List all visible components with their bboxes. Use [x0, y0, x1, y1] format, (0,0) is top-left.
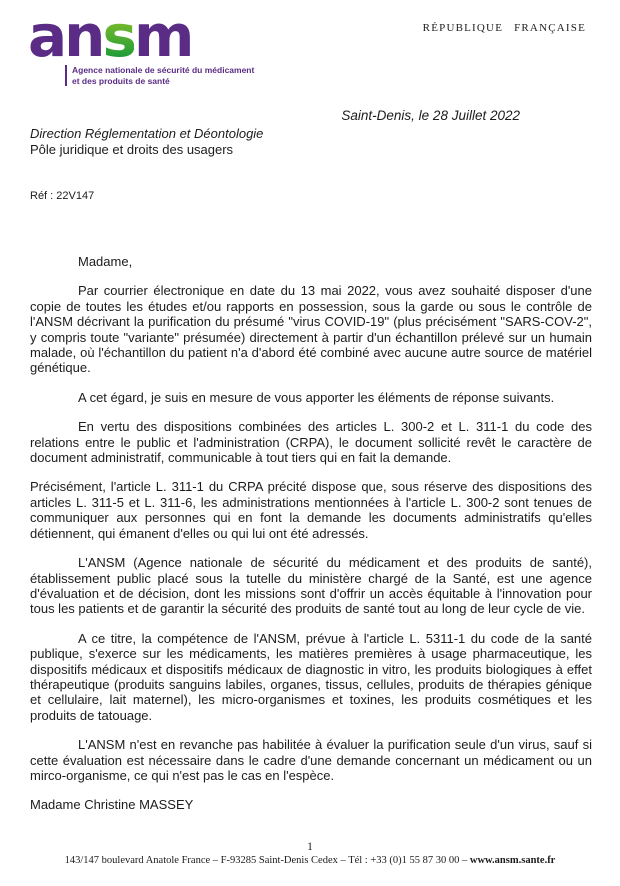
- logo-tagline-line2: et des produits de santé: [72, 75, 170, 86]
- sender-direction: Direction Réglementation et Déontologie: [30, 126, 264, 141]
- footer-website: www.ansm.sante.fr: [469, 855, 556, 866]
- sender-block: [30, 126, 592, 157]
- logo-tagline: [65, 65, 254, 86]
- letter-body: [30, 254, 592, 813]
- ansm-wordmark: [18, 2, 254, 70]
- signature-name: Madame Christine MASSEY: [30, 797, 194, 813]
- republique-francaise-text: RÉPUBLIQUE FRANÇAISE: [422, 22, 586, 34]
- logo-letter-m: m: [133, 2, 192, 70]
- letter-paragraph: Précisément, l'article L. 311-1 du CRPA précité dispose que, sous réserve des dispositions des articles L. 311-5 et L. 311-6, les administrations mentionnées à l'article L. 300-2 sont tenues de communiquer aux personnes qui en font la demande les documents administratifs qu'elles détiennent, qui émanent d'elles ou qui lui ont été adressés.: [30, 479, 592, 541]
- footer-address-text: 143/147 boulevard Anatole France – F-93285 Saint-Denis Cedex – Tél : +33 (0)1 55 87 30 00 –: [64, 855, 470, 866]
- page-number: 1: [307, 841, 313, 853]
- ansm-logo: [18, 2, 255, 86]
- letter-paragraph: A cet égard, je suis en mesure de vous apporter les éléments de réponse suivants.: [78, 389, 555, 405]
- letter-paragraph: En vertu des dispositions combinées des articles L. 300-2 et L. 311-1 du code des relations entre le public et l'administration (CRPA), le document sollicité revêt le caractère de document administratif, communicable à tout tiers qui en fait la demande.: [30, 419, 592, 466]
- sender-pole: Pôle juridique et droits des usagers: [30, 141, 234, 157]
- footer-address: [0, 854, 620, 868]
- letter-header: [28, 2, 592, 102]
- logo-letter-s: s: [102, 2, 134, 70]
- letter-paragraph: Par courrier électronique en date du 13 mai 2022, vous avez souhaité disposer d'une copie de toutes les études et/ou rapports en possession, sous la garde ou sous le contrôle de l'ANSM décrivant la purification du présumé "virus COVID-19" (plus précisément "SARS-COV-2", y compris toute "variante" présumée) directement à partir d'un échantillon prélevé sur un humain malade, où l'échantillon du patient n'a d'abord été combiné avec aucune autre source de matériel génétique.: [30, 283, 592, 376]
- dateline: Saint-Denis, le 28 Juillet 2022: [341, 108, 520, 123]
- letter-paragraph: L'ANSM (Agence nationale de sécurité du médicament et des produits de santé), établissement public placé sous la tutelle du ministère chargé de la Santé, est une agence d'évaluation et de décision, dont les missions sont d'offrir un accès équitable à l'innovation pour tous les patients et de garantir la sécurité des produits de santé tout au long de leur cycle de vie.: [30, 555, 592, 617]
- logo-tagline-line1: Agence nationale de sécurité du médicament: [72, 65, 255, 75]
- letter-paragraph: L'ANSM n'est en revanche pas habilitée à évaluer la purification seule d'un virus, sauf si cette évaluation est nécessaire dans le cadre d'une demande concernant un médicament ou un mirco-organisme, ce qui n'est pas le cas en l'espèce.: [30, 737, 592, 783]
- reference-number: Réf : 22V147: [30, 190, 95, 202]
- logo-letters-an: an: [28, 2, 103, 70]
- page-footer: [0, 841, 620, 868]
- letter-paragraph: A ce titre, la compétence de l'ANSM, prévue à l'article L. 5311-1 du code de la santé publique, s'exerce sur les médicaments, les matières premières à usage pharmaceutique, les dispositifs médicaux et dispositifs médicaux de diagnostic in vitro, les produits biologiques à effet thérapeutique (produits sanguins labiles, organes, tissus, cellules, produits de thérapies génique et cellulaire, lait maternel), les micro-organismes et toxines, les produits cosmétiques et les produits de tatouage.: [30, 630, 592, 723]
- salutation: Madame,: [78, 254, 133, 269]
- letter-paragraphs: [30, 283, 592, 783]
